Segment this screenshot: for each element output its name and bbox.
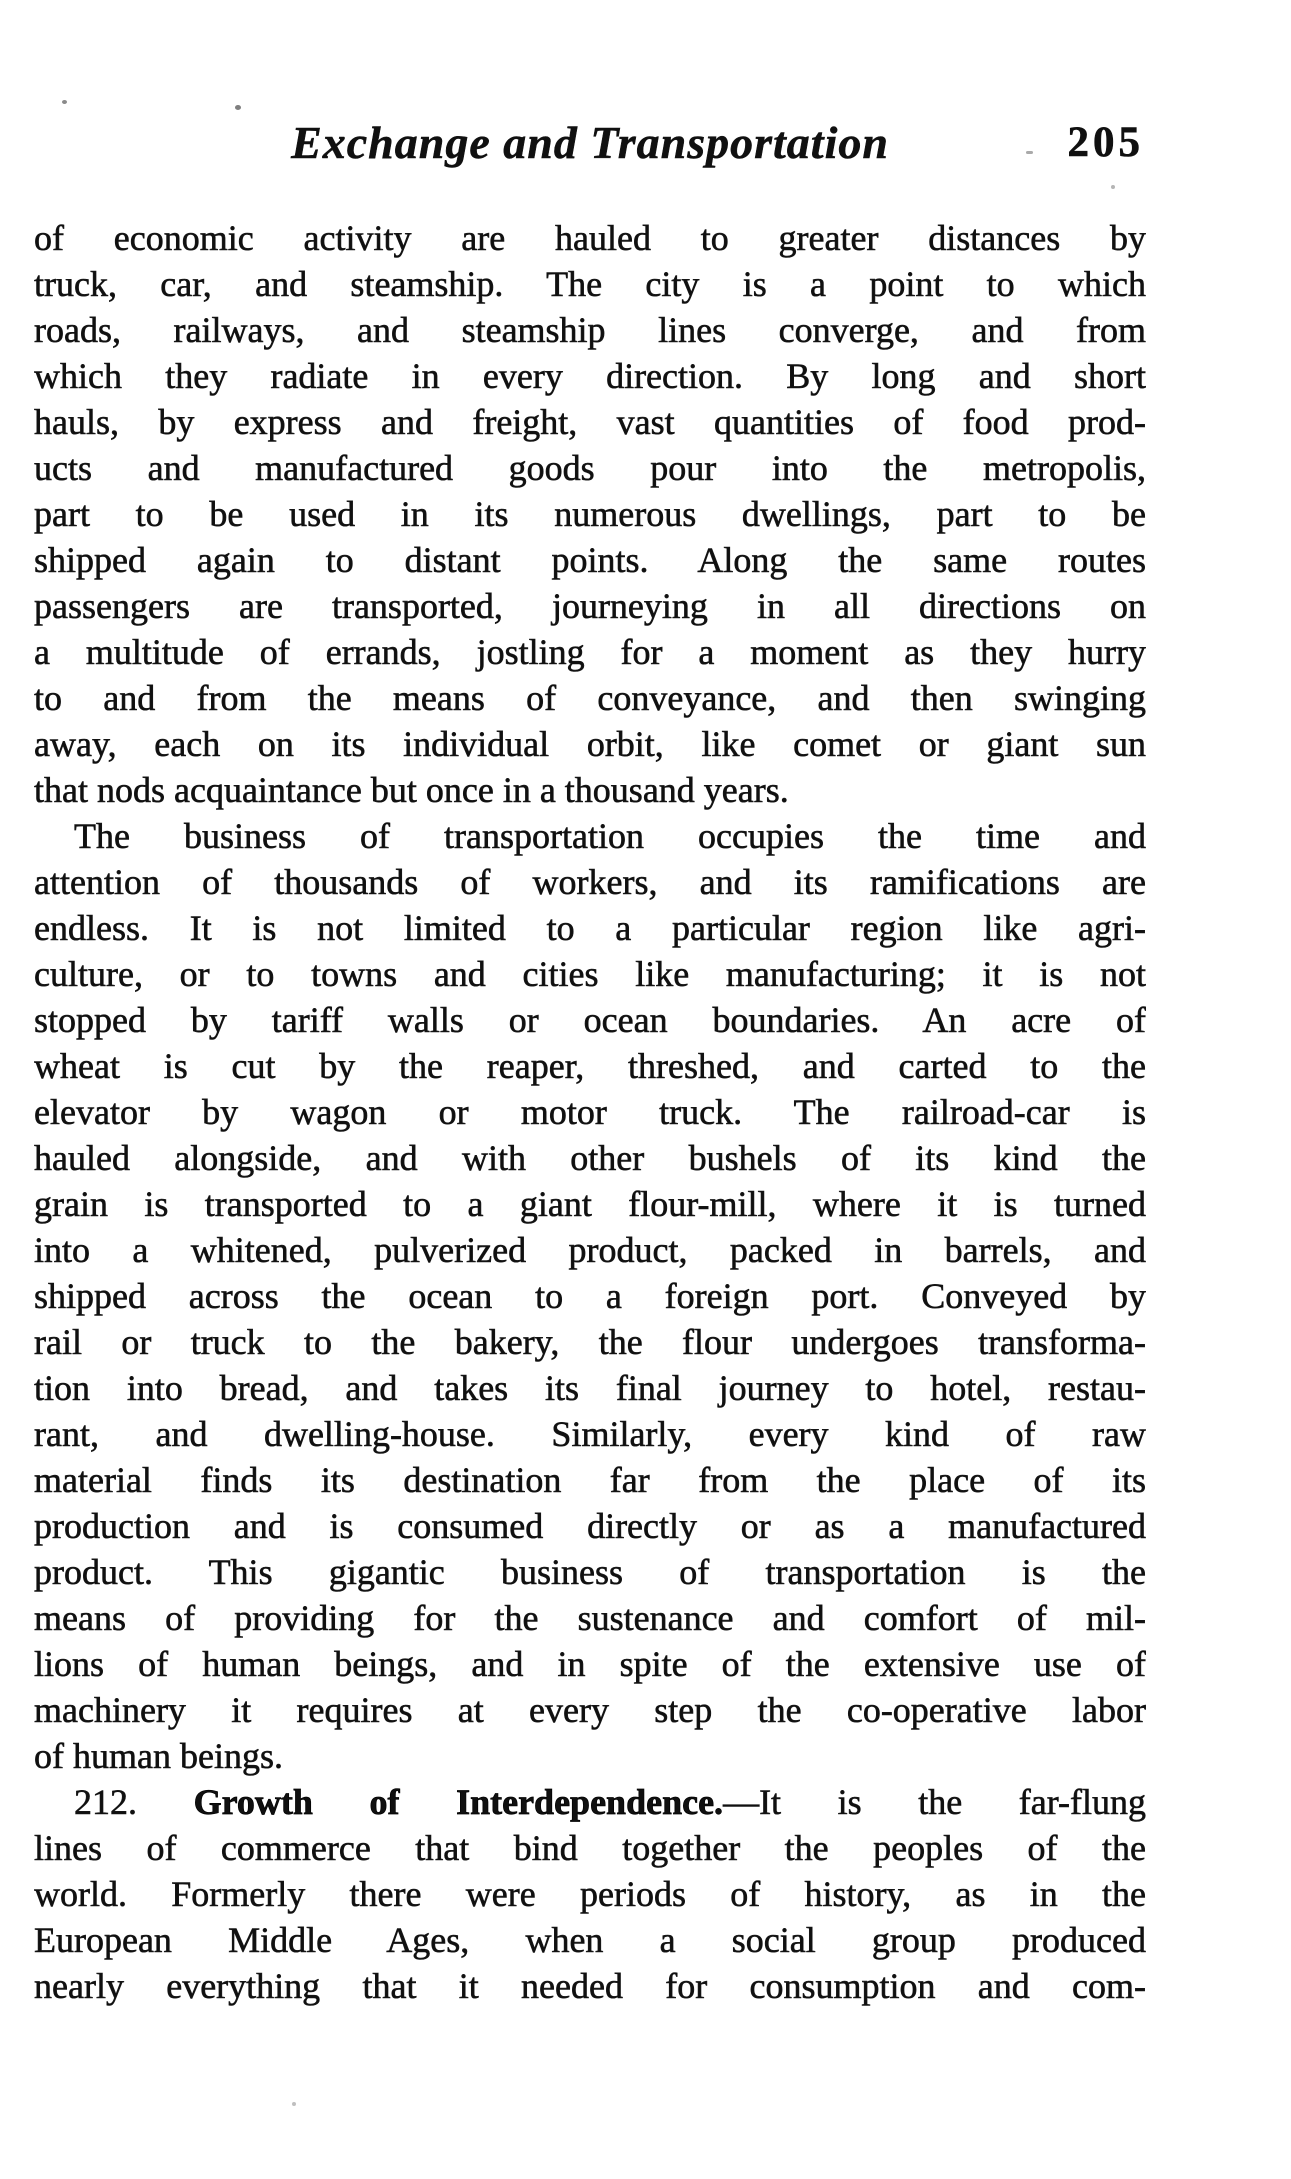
text-line: away, each on its individual orbit, like comet or giant sun bbox=[34, 724, 1146, 764]
text-line: truck, car, and steamship. The city is a point to which bbox=[34, 264, 1146, 304]
text-line: attention of thousands of workers, and its ramifications are bbox=[34, 862, 1146, 902]
text-line: production and is consumed directly or as a manufactured bbox=[34, 1506, 1146, 1546]
text-line: rant, and dwelling-house. Similarly, every kind of raw bbox=[34, 1414, 1146, 1454]
text-line: stopped by tariff walls or ocean boundaries. An acre of bbox=[34, 1000, 1146, 1040]
text-line: European Middle Ages, when a social group produced bbox=[34, 1920, 1146, 1960]
section-heading: Growth of Interdependence. bbox=[193, 1782, 724, 1822]
text-line: into a whitened, pulverized product, packed in barrels, and bbox=[34, 1230, 1146, 1270]
text-line: wheat is cut by the reaper, threshed, and carted to the bbox=[34, 1046, 1146, 1086]
text-line: ucts and manufactured goods pour into the metropolis, bbox=[34, 448, 1146, 488]
text-line: part to be used in its numerous dwellings, part to be bbox=[34, 494, 1146, 534]
text-line: passengers are transported, journeying in all directions on bbox=[34, 586, 1146, 626]
text-segment: 212. bbox=[74, 1782, 194, 1822]
running-header-title: Exchange and Transportation bbox=[291, 117, 889, 168]
text-line: endless. It is not limited to a particular region like agri- bbox=[34, 908, 1146, 948]
text-line bbox=[34, 1779, 1146, 1825]
page-number: 205 bbox=[1067, 119, 1144, 166]
text-line: shipped again to distant points. Along the same routes bbox=[34, 540, 1146, 580]
text-line: lines of commerce that bind together the peoples of the bbox=[34, 1828, 1146, 1868]
text-line: which they radiate in every direction. By long and short bbox=[34, 356, 1146, 396]
text-line: rail or truck to the bakery, the flour undergoes transforma- bbox=[34, 1322, 1146, 1362]
text-segment: —It is the far-flung bbox=[723, 1782, 1146, 1822]
text-line: to and from the means of conveyance, and then swinging bbox=[34, 678, 1146, 718]
text-line: a multitude of errands, jostling for a moment as they hurry bbox=[34, 632, 1146, 672]
text-line: grain is transported to a giant flour-mill, where it is turned bbox=[34, 1184, 1146, 1224]
scan-speck bbox=[1111, 185, 1115, 189]
text-line: hauls, by express and freight, vast quantities of food prod- bbox=[34, 402, 1146, 442]
text-line: means of providing for the sustenance and comfort of mil- bbox=[34, 1598, 1146, 1638]
text-line: of economic activity are hauled to greater distances by bbox=[34, 218, 1146, 258]
text-line: hauled alongside, and with other bushels of its kind the bbox=[34, 1138, 1146, 1178]
page-body bbox=[34, 215, 1146, 2009]
text-line: product. This gigantic business of transportation is the bbox=[34, 1552, 1146, 1592]
text-line: culture, or to towns and cities like manufacturing; it is not bbox=[34, 954, 1146, 994]
paragraph bbox=[34, 1779, 1146, 2009]
text-line: world. Formerly there were periods of history, as in the bbox=[34, 1874, 1146, 1914]
scan-speck bbox=[62, 100, 67, 104]
text-line: shipped across the ocean to a foreign port. Conveyed by bbox=[34, 1276, 1146, 1316]
text-line: nearly everything that it needed for consumption and com- bbox=[34, 1966, 1146, 2006]
scan-speck bbox=[1026, 151, 1033, 154]
paragraph bbox=[34, 215, 1146, 813]
text-line: tion into bread, and takes its final journey to hotel, restau- bbox=[34, 1368, 1146, 1408]
running-header bbox=[34, 112, 1146, 174]
scan-speck bbox=[235, 105, 241, 110]
text-line: elevator by wagon or motor truck. The railroad-car is bbox=[34, 1092, 1146, 1132]
scan-speck bbox=[292, 2102, 296, 2106]
text-line: of human beings. bbox=[34, 1736, 283, 1776]
paragraph bbox=[34, 813, 1146, 1779]
text-line: that nods acquaintance but once in a thousand years. bbox=[34, 770, 789, 810]
text-line: machinery it requires at every step the co-operative labor bbox=[34, 1690, 1146, 1730]
text-line: roads, railways, and steamship lines converge, and from bbox=[34, 310, 1146, 350]
text-line: lions of human beings, and in spite of the extensive use of bbox=[34, 1644, 1146, 1684]
text-line: material finds its destination far from the place of its bbox=[34, 1460, 1146, 1500]
text-line: The business of transportation occupies the time and bbox=[74, 816, 1146, 856]
